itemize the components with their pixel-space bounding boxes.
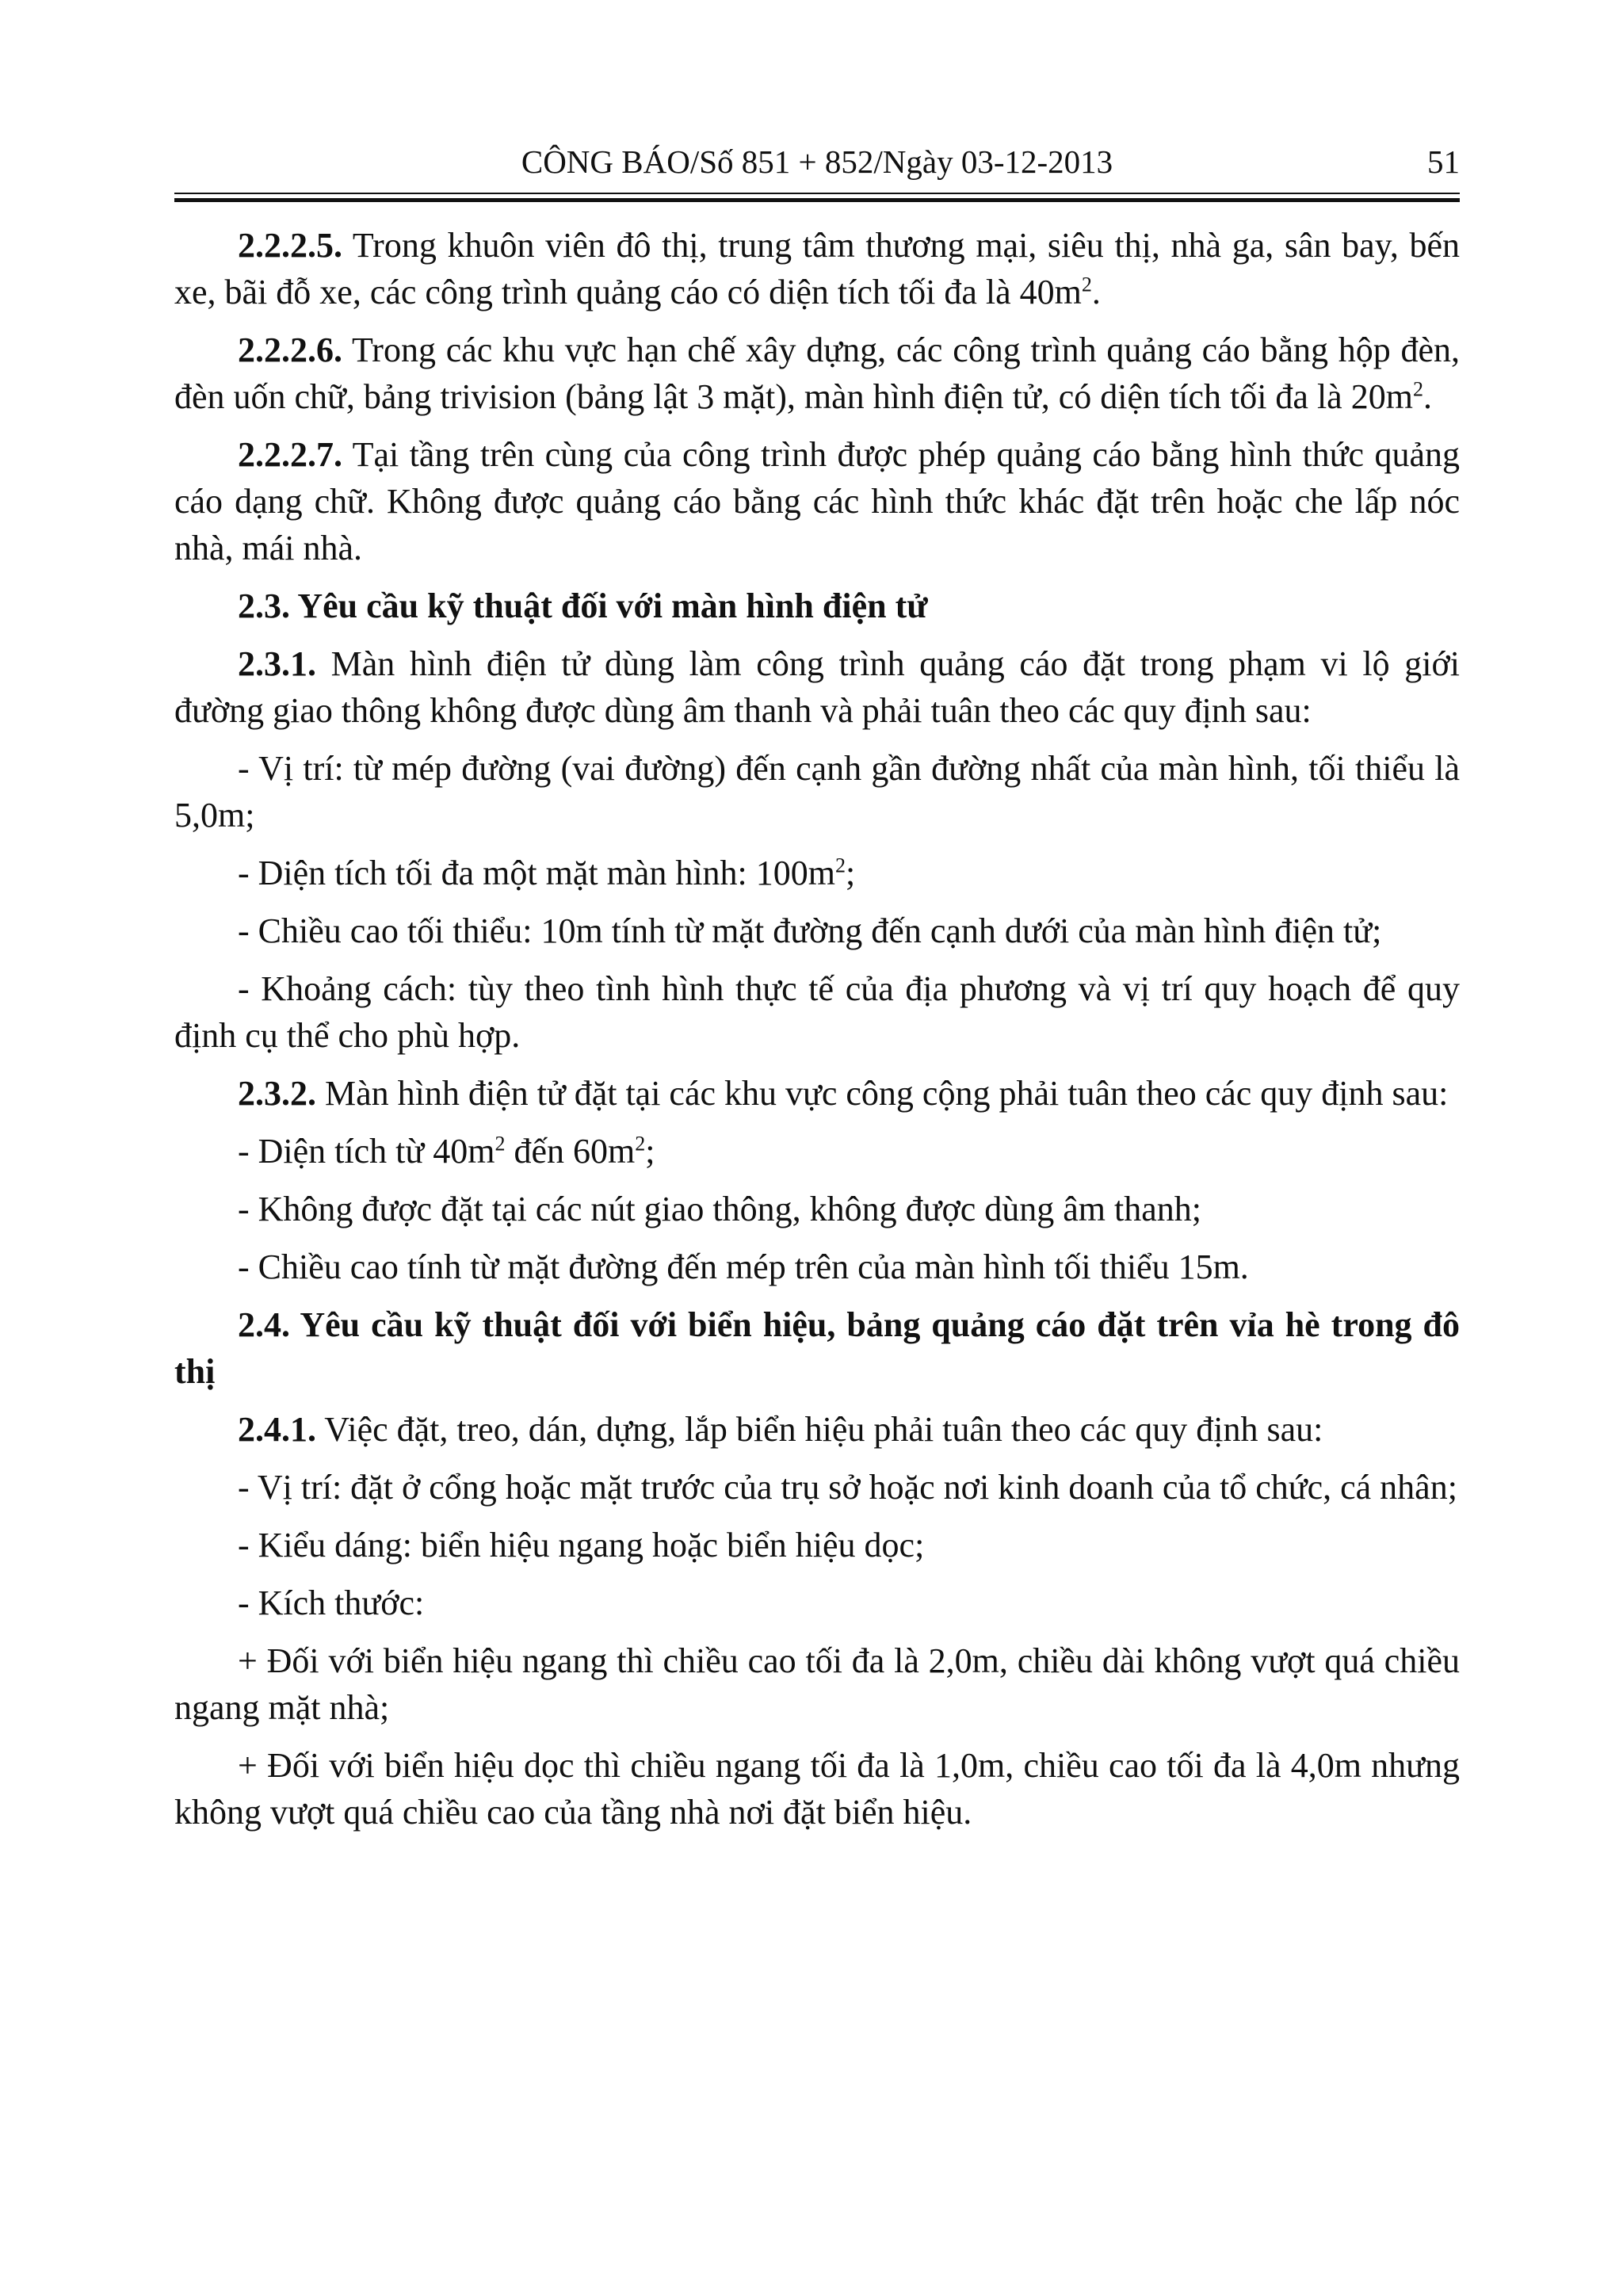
paragraph-text: Trong khuôn viên đô thị, trung tâm thương mại, siêu thị, nhà ga, sân bay, bến xe, bãi đỗ xe, các công trình quảng cáo có diện tích tối đa là 40m [174, 226, 1460, 311]
header-title: CÔNG BÁO/Số 851 + 852/Ngày 03-12-2013 [521, 143, 1113, 180]
header-rule-thin [174, 193, 1460, 194]
clause-number: 2.2.2.7. [238, 435, 342, 474]
paragraph-text: - Diện tích từ 40m [238, 1132, 495, 1171]
paragraph-text: - Vị trí: đặt ở cổng hoặc mặt trước của trụ sở hoặc nơi kinh doanh của tổ chức, cá nhân; [238, 1468, 1457, 1507]
clause-number: 2.4.1. [238, 1410, 316, 1449]
paragraph-text: - Chiều cao tính từ mặt đường đến mép trên của màn hình tối thiểu 15m. [238, 1247, 1249, 1286]
paragraph-text: Màn hình điện tử dùng làm công trình quảng cáo đặt trong phạm vi lộ giới đường giao thông không được dùng âm thanh và phải tuân theo các quy định sau: [174, 644, 1460, 730]
paragraph-text: - Kiểu dáng: biển hiệu ngang hoặc biển hiệu dọc; [238, 1526, 925, 1564]
document-body [174, 222, 1460, 1847]
list-item-position [174, 745, 1460, 839]
clause-number: 2.3.1. [238, 644, 316, 683]
paragraph-2-4-1 [174, 1406, 1460, 1453]
list-item-distance [174, 965, 1460, 1059]
section-heading-2-4: 2.4. Yêu cầu kỹ thuật đối với biển hiệu, bảng quảng cáo đặt trên vỉa hè trong đô thị [174, 1305, 1460, 1391]
page-header [174, 133, 1460, 190]
paragraph-text: Màn hình điện tử đặt tại các khu vực công cộng phải tuân theo các quy định sau: [316, 1074, 1449, 1113]
superscript: 2 [495, 1132, 506, 1156]
paragraph-2-2-2-6 [174, 327, 1460, 420]
paragraph-2-2-2-7 [174, 431, 1460, 571]
list-item-horizontal-sign [174, 1637, 1460, 1731]
clause-number: 2.2.2.5. [238, 226, 342, 265]
clause-number: 2.3.2. [238, 1074, 316, 1113]
list-item-area-range [174, 1128, 1460, 1175]
paragraph-text-end: ; [645, 1132, 655, 1171]
paragraph-text: Việc đặt, treo, dán, dựng, lắp biển hiệu phải tuân theo các quy định sau: [316, 1410, 1323, 1449]
list-item-no-intersection [174, 1186, 1460, 1232]
paragraph-text: Trong các khu vực hạn chế xây dựng, các công trình quảng cáo bằng hộp đèn, đèn uốn chữ, bảng trivision (bảng lật 3 mặt), màn hình điện tử, có diện tích tối đa là 20m [174, 330, 1460, 416]
paragraph-text: - Khoảng cách: tùy theo tình hình thực tế của địa phương và vị trí quy hoạch để quy định cụ thể cho phù hợp. [174, 969, 1460, 1055]
superscript: 2 [835, 854, 846, 877]
superscript: 2 [635, 1132, 646, 1156]
superscript: 2 [1081, 273, 1092, 296]
list-item-sign-style [174, 1522, 1460, 1568]
paragraph-text: - Chiều cao tối thiểu: 10m tính từ mặt đường đến cạnh dưới của màn hình điện tử; [238, 911, 1382, 950]
paragraph-2-3-1 [174, 640, 1460, 734]
list-item-area [174, 850, 1460, 896]
list-item-height-top [174, 1244, 1460, 1290]
paragraph-text: - Không được đặt tại các nút giao thông, không được dùng âm thanh; [238, 1190, 1201, 1228]
list-item-vertical-sign [174, 1742, 1460, 1836]
paragraph-text-mid: đến 60m [505, 1132, 636, 1171]
list-item-min-height [174, 907, 1460, 954]
list-item-sign-position [174, 1464, 1460, 1511]
paragraph-text: Tại tầng trên cùng của công trình được phép quảng cáo bằng hình thức quảng cáo dạng chữ. Không được quảng cáo bằng các hình thức khác đặt trên hoặc che lấp nóc nhà, mái nhà. [174, 435, 1460, 567]
clause-number: 2.2.2.6. [238, 330, 342, 369]
paragraph-text-end: . [1091, 273, 1101, 311]
paragraph-2-2-2-5 [174, 222, 1460, 315]
paragraph-text: + Đối với biển hiệu dọc thì chiều ngang tối đa là 1,0m, chiều cao tối đa là 4,0m nhưng không vượt quá chiều cao của tầng nhà nơi đặt biển hiệu. [174, 1746, 1460, 1832]
list-item-sign-size [174, 1580, 1460, 1626]
paragraph-text-end: ; [846, 854, 856, 892]
superscript: 2 [1412, 377, 1423, 401]
header-rule-thick [174, 198, 1460, 202]
paragraph-text: + Đối với biển hiệu ngang thì chiều cao tối đa là 2,0m, chiều dài không vượt quá chiều ngang mặt nhà; [174, 1641, 1460, 1727]
paragraph-text: - Kích thước: [238, 1584, 425, 1622]
paragraph-text: - Vị trí: từ mép đường (vai đường) đến cạnh gần đường nhất của màn hình, tối thiểu là 5,0m; [174, 749, 1460, 835]
paragraph-text: - Diện tích tối đa một mặt màn hình: 100m [238, 854, 835, 892]
section-heading-2-3: 2.3. Yêu cầu kỹ thuật đối với màn hình điện tử [238, 586, 928, 625]
paragraph-2-3-2 [174, 1070, 1460, 1117]
page-number: 51 [1427, 143, 1460, 180]
paragraph-text-end: . [1423, 377, 1432, 416]
